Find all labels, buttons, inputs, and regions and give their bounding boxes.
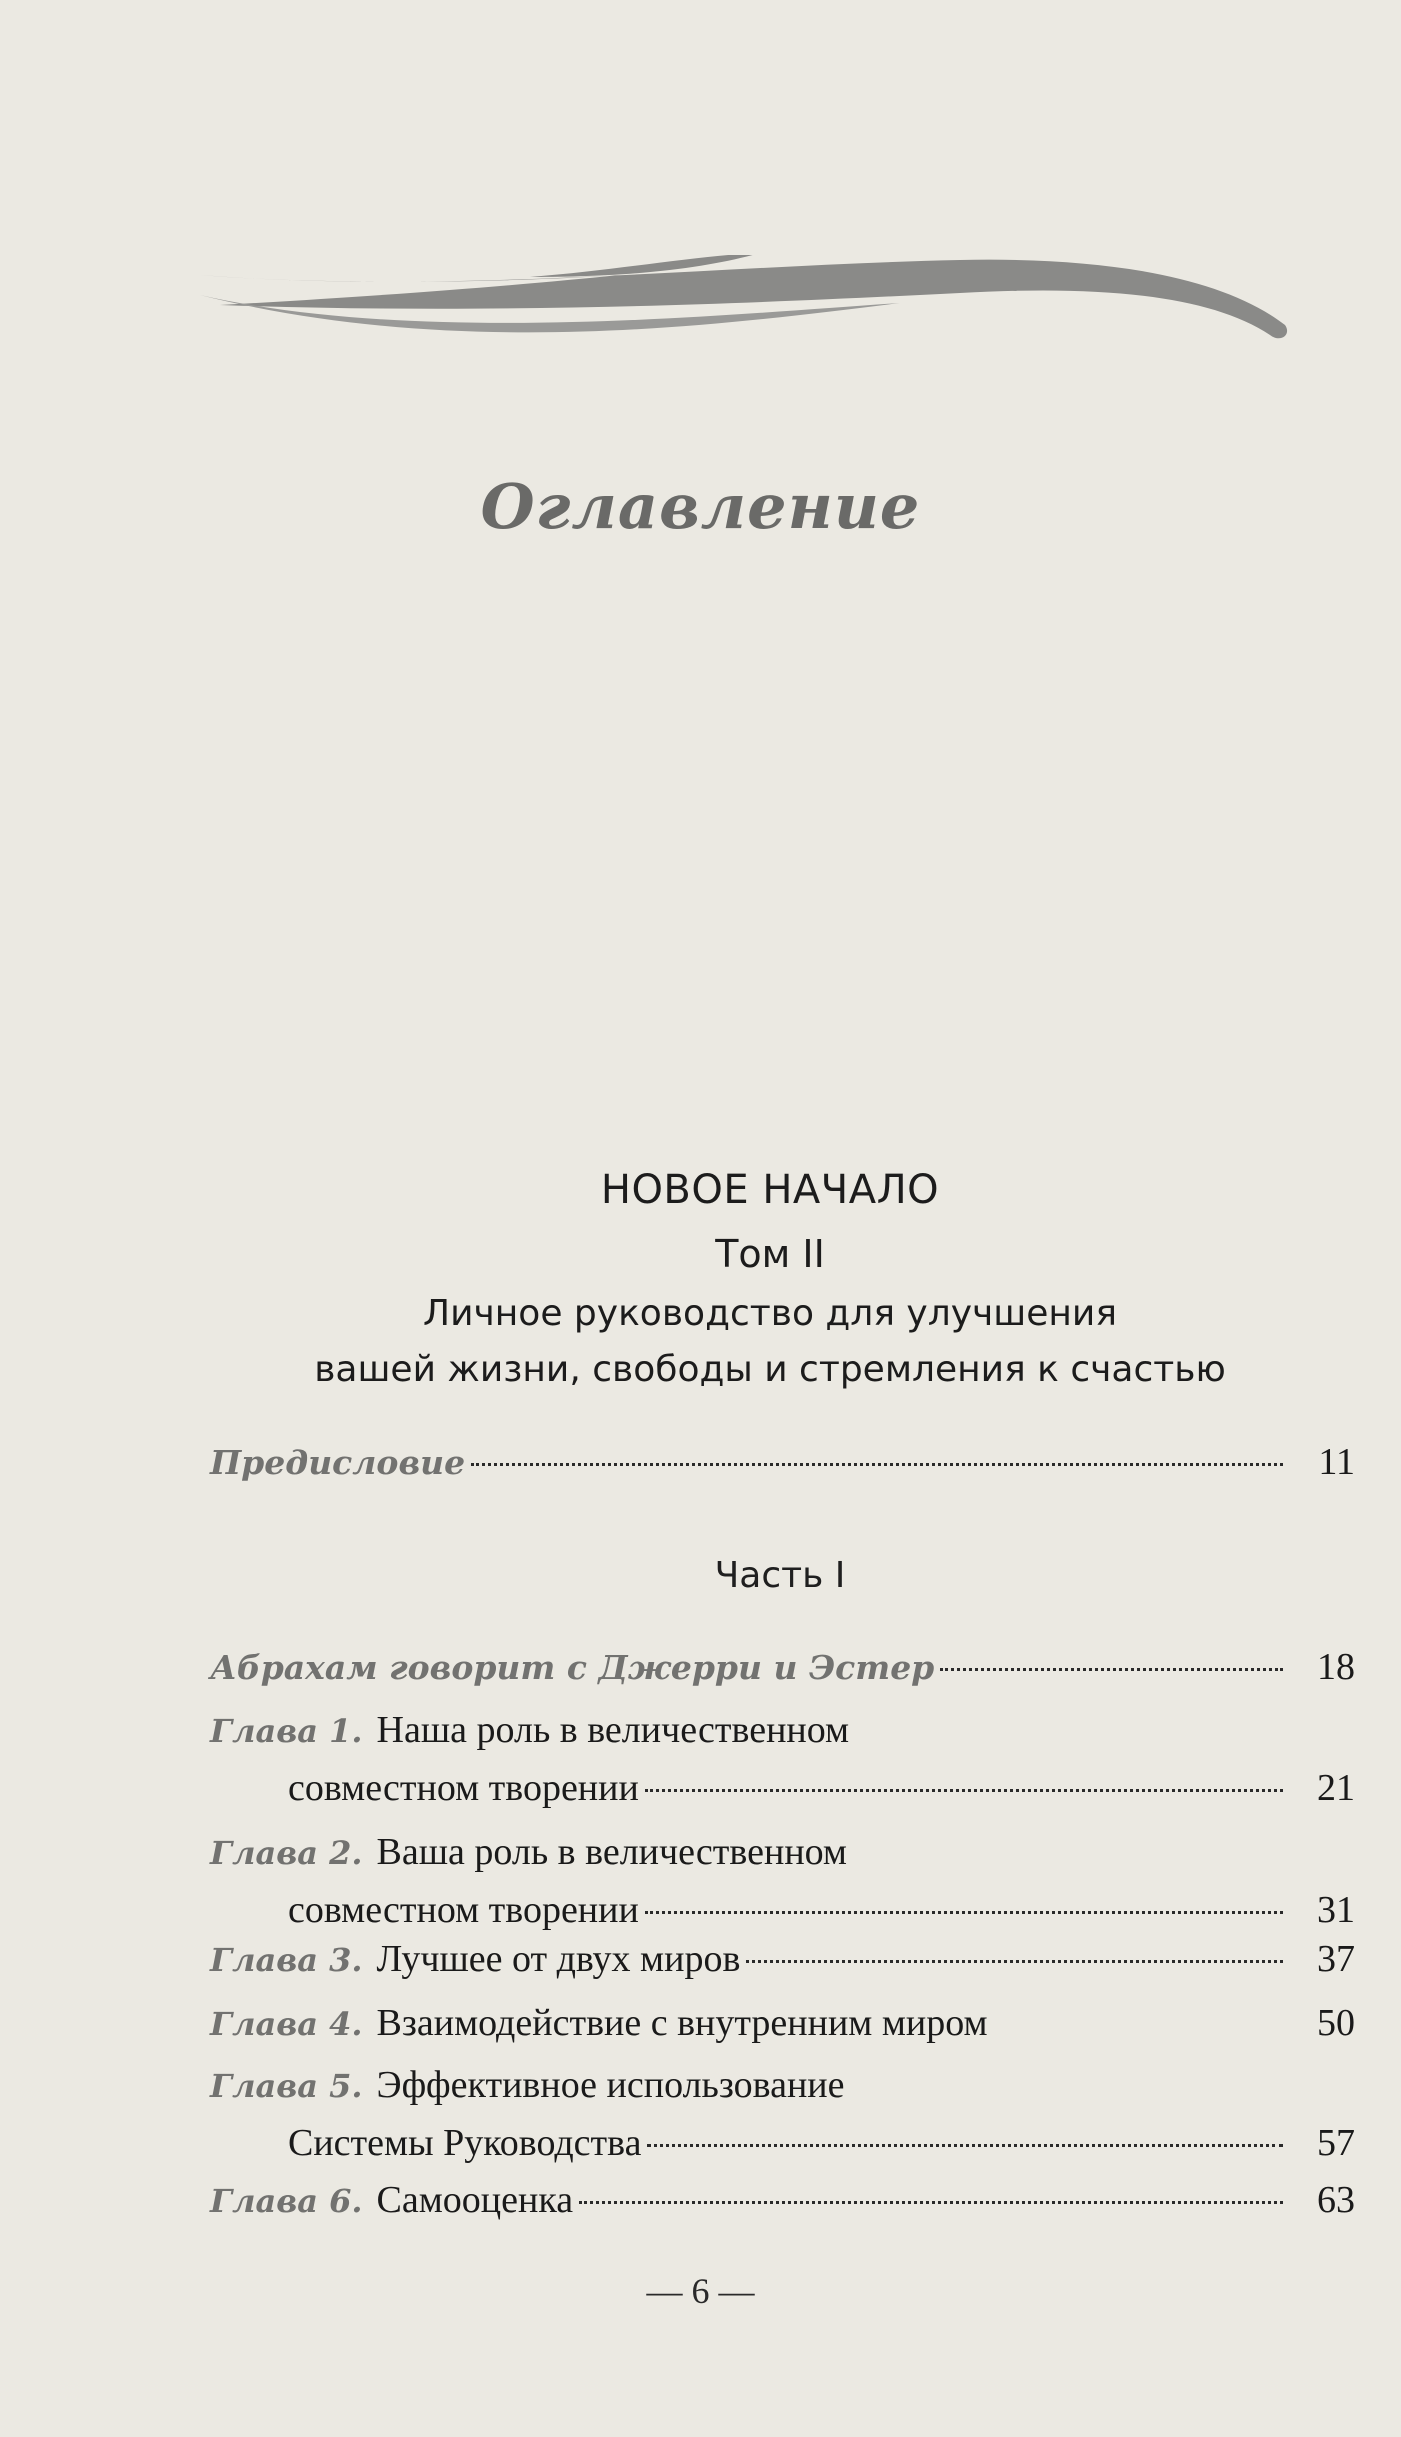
- toc-entry-chapter-2[interactable]: [210, 1830, 1355, 1946]
- toc-entry[interactable]: [210, 1645, 1355, 1703]
- entry-title: Самооценка: [376, 2179, 574, 2221]
- toc-heading: Оглавление: [480, 470, 921, 543]
- book-subtitle-line-2: вашей жизни, свободы и стремления к счастью: [314, 1349, 1226, 1390]
- entry-title: Взаимодействие с внутренним миром: [376, 2002, 988, 2044]
- book-volume: Том II: [715, 1232, 825, 1276]
- toc-entry-chapter-6[interactable]: [210, 2178, 1355, 2236]
- part-label: Часть I: [714, 1555, 846, 1596]
- chapter-prefix: Глава 2.: [210, 1834, 363, 1872]
- toc-entry-chapter-4[interactable]: [210, 2001, 1355, 2059]
- page-number: 50: [1317, 2002, 1355, 2044]
- page-number: 21: [1317, 1767, 1355, 1809]
- entry-title: Наша роль в величественном: [376, 1709, 850, 1751]
- book-title: НОВОЕ НАЧАЛО: [600, 1167, 940, 1213]
- dot-leader: [645, 1789, 1283, 1792]
- toc-entry-chapter-3[interactable]: [210, 1937, 1355, 1995]
- page-number: 37: [1317, 1938, 1355, 1980]
- book-subtitle-line-1: Личное руководство для улучшения: [423, 1293, 1117, 1334]
- toc-entry-preface[interactable]: [210, 1440, 1355, 1498]
- page-number: 57: [1317, 2122, 1355, 2164]
- toc-entry-chapter-1[interactable]: [210, 1708, 1355, 1824]
- preface-title: Предисловие: [210, 1443, 466, 1482]
- chapter-prefix: Глава 1.: [210, 1712, 363, 1750]
- page-number: 63: [1317, 2179, 1355, 2221]
- chapter-prefix: Глава 3.: [210, 1941, 363, 1979]
- entry-title-continued: совместном творении: [288, 1889, 639, 1931]
- page-number: 18: [1317, 1646, 1355, 1688]
- entry-title: Эффективное использование: [376, 2064, 845, 2106]
- dot-leader: [940, 1668, 1283, 1671]
- chapter-prefix: Глава 4.: [210, 2005, 363, 2043]
- entry-title-continued: совместном творении: [288, 1767, 639, 1809]
- page-number: 11: [1318, 1441, 1355, 1483]
- dot-leader: [746, 1960, 1283, 1963]
- decorative-swash-ornament: [200, 255, 1300, 365]
- chapter-prefix: Глава 6.: [210, 2182, 363, 2220]
- entry-title-continued: Системы Руководства: [288, 2122, 642, 2164]
- dot-leader: [645, 1911, 1283, 1914]
- page-folio: — 6 —: [646, 2271, 755, 2311]
- dot-leader: [579, 2201, 1283, 2204]
- entry-title: Абрахам говорит с Джерри и Эстер: [210, 1648, 935, 1687]
- chapter-prefix: Глава 5.: [210, 2067, 363, 2105]
- book-title-block: [120, 1158, 1401, 1398]
- page-number: 31: [1317, 1889, 1355, 1931]
- dot-leader: [994, 2024, 1283, 2027]
- entry-title: Лучшее от двух миров: [376, 1938, 741, 1980]
- entry-title: Ваша роль в величественном: [376, 1831, 847, 1873]
- toc-entry-chapter-5[interactable]: [210, 2063, 1355, 2179]
- dot-leader: [647, 2144, 1283, 2147]
- dot-leader: [471, 1463, 1283, 1466]
